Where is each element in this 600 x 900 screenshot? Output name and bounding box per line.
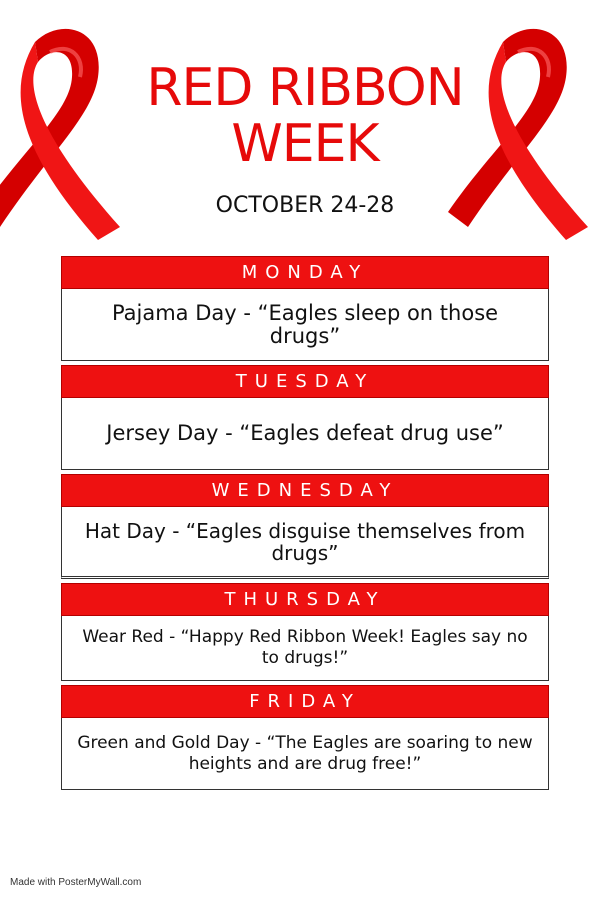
poster-title bbox=[120, 60, 490, 172]
day-header: THURSDAY bbox=[61, 583, 549, 616]
day-description: Green and Gold Day - “The Eagles are soaring to new heights and are drug free!” bbox=[61, 718, 549, 790]
day-header: FRIDAY bbox=[61, 685, 549, 718]
day-description: Wear Red - “Happy Red Ribbon Week! Eagles say no to drugs!” bbox=[61, 616, 549, 681]
day-description: Pajama Day - “Eagles sleep on those drugs” bbox=[61, 289, 549, 361]
day-description: Hat Day - “Eagles disguise themselves from drugs” bbox=[61, 507, 549, 579]
schedule-day-thursday bbox=[61, 583, 549, 681]
schedule bbox=[61, 256, 549, 794]
day-header: MONDAY bbox=[61, 256, 549, 289]
event-date: OCTOBER 24-28 bbox=[215, 193, 395, 218]
schedule-day-tuesday bbox=[61, 365, 549, 470]
day-description: Jersey Day - “Eagles defeat drug use” bbox=[61, 398, 549, 470]
schedule-day-monday bbox=[61, 256, 549, 361]
day-header: TUESDAY bbox=[61, 365, 549, 398]
schedule-day-friday bbox=[61, 685, 549, 790]
title-line-2: WEEK bbox=[231, 114, 379, 174]
watermark-credit: Made with PosterMyWall.com bbox=[10, 877, 142, 888]
red-ribbon-icon bbox=[0, 22, 130, 242]
day-header: WEDNESDAY bbox=[61, 474, 549, 507]
title-line-1: RED RIBBON bbox=[146, 58, 464, 118]
schedule-day-wednesday bbox=[61, 474, 549, 579]
